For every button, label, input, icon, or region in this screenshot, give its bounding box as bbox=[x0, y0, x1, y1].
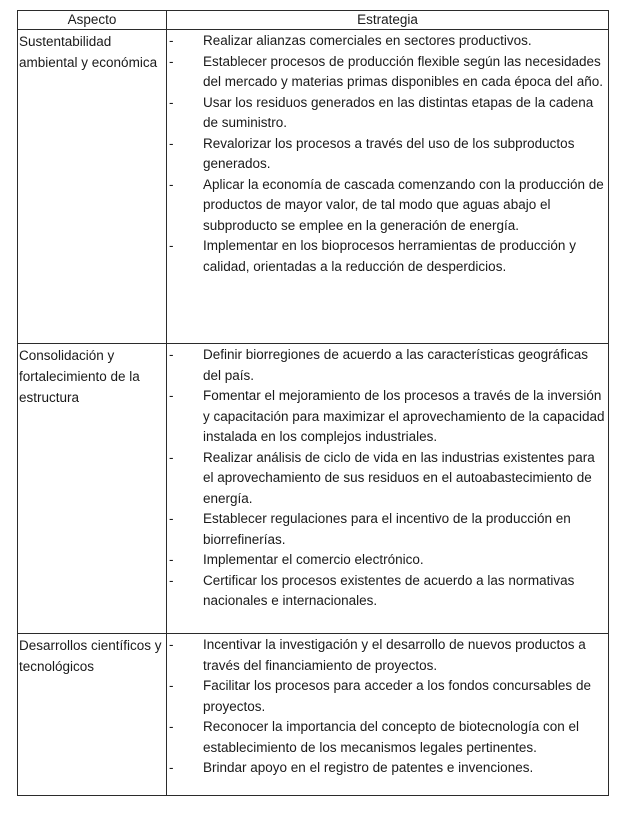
bullet-dash: - bbox=[169, 135, 174, 151]
strategy-item bbox=[167, 758, 608, 779]
strategy-text: Implementar el comercio electrónico. bbox=[203, 552, 424, 567]
strategy-item bbox=[167, 509, 608, 550]
strategy-item bbox=[167, 635, 608, 676]
strategy-item bbox=[167, 175, 608, 237]
bullet-dash: - bbox=[169, 53, 174, 69]
strategy-item bbox=[167, 52, 608, 93]
header-aspect: Aspecto bbox=[18, 11, 167, 30]
strategy-item bbox=[167, 448, 608, 510]
strategy-item bbox=[167, 550, 608, 571]
strategy-text: Usar los residuos generados en las distintas etapas de la cadena de suministro. bbox=[203, 94, 594, 130]
bullet-dash: - bbox=[169, 176, 174, 192]
strategy-item bbox=[167, 386, 608, 448]
bullet-dash: - bbox=[169, 572, 174, 588]
strategy-item bbox=[167, 571, 608, 612]
bullet-dash: - bbox=[169, 719, 174, 734]
bullet-dash: - bbox=[169, 33, 174, 48]
strategy-text: Incentivar la investigación y el desarrollo de nuevos productos a través del financiamiento de proyectos. bbox=[203, 637, 586, 673]
table-header-row bbox=[18, 11, 609, 30]
strategy-cell bbox=[167, 634, 609, 796]
bullet-dash: - bbox=[169, 511, 174, 526]
aspect-cell: Consolidación y fortalecimiento de la estructura bbox=[18, 344, 167, 634]
strategy-item bbox=[167, 31, 608, 52]
strategy-cell bbox=[167, 344, 609, 634]
strategy-item bbox=[167, 717, 608, 758]
strategy-text: Brindar apoyo en el registro de patentes e invenciones. bbox=[203, 760, 534, 775]
aspect-cell: Desarrollos científicos y tecnológicos bbox=[18, 634, 167, 796]
bullet-dash: - bbox=[169, 449, 174, 465]
strategy-item bbox=[167, 676, 608, 717]
strategy-text: Aplicar la economía de cascada comenzando con la producción de productos de mayor valor, de tal modo que aguas abajo el subproducto se emplee en la generación de energía. bbox=[203, 176, 604, 233]
strategy-text: Revalorizar los procesos a través del uso de los subproductos generados. bbox=[203, 135, 575, 171]
bullet-dash: - bbox=[169, 760, 174, 775]
strategy-item bbox=[167, 345, 608, 386]
bullet-dash: - bbox=[169, 94, 174, 110]
bullet-dash: - bbox=[169, 552, 174, 567]
strategy-text: Establecer regulaciones para el incentivo de la producción en biorrefinerías. bbox=[203, 511, 571, 547]
bullet-dash: - bbox=[169, 238, 174, 253]
table-row bbox=[18, 30, 609, 344]
strategy-table bbox=[17, 10, 609, 796]
strategy-item bbox=[167, 134, 608, 175]
bullet-dash: - bbox=[169, 678, 174, 693]
table-row bbox=[18, 634, 609, 796]
aspect-cell: Sustentabilidad ambiental y económica bbox=[18, 30, 167, 344]
strategy-text: Fomentar el mejoramiento de los procesos a través de la inversión y capacitación para maximizar el aprovechamiento de la capacidad instalada en los complejos industriales. bbox=[203, 388, 605, 444]
strategy-text: Implementar en los bioprocesos herramientas de producción y calidad, orientadas a la reducción de desperdicios. bbox=[203, 238, 576, 274]
strategy-text: Realizar análisis de ciclo de vida en las industrias existentes para el aprovechamiento de sus residuos en el autoabastecimiento de energía. bbox=[203, 449, 595, 506]
bullet-dash: - bbox=[169, 388, 174, 403]
strategy-text: Definir biorregiones de acuerdo a las características geográficas del país. bbox=[203, 347, 588, 383]
strategy-list bbox=[167, 635, 608, 779]
strategy-text: Realizar alianzas comerciales en sectores productivos. bbox=[203, 33, 532, 48]
strategy-text: Facilitar los procesos para acceder a los fondos concursables de proyectos. bbox=[203, 678, 591, 714]
strategy-text: Establecer procesos de producción flexible según las necesidades del mercado y materias primas disponibles en cada época del año. bbox=[203, 53, 603, 89]
strategy-list bbox=[167, 31, 608, 277]
strategy-item bbox=[167, 236, 608, 277]
strategy-list bbox=[167, 345, 608, 612]
strategy-cell bbox=[167, 30, 609, 344]
strategy-text: Certificar los procesos existentes de acuerdo a las normativas nacionales e internacionales. bbox=[203, 572, 575, 608]
bullet-dash: - bbox=[169, 637, 174, 652]
table-row bbox=[18, 344, 609, 634]
strategy-item bbox=[167, 93, 608, 134]
header-strategy: Estrategia bbox=[167, 11, 609, 30]
strategy-text: Reconocer la importancia del concepto de biotecnología con el establecimiento de los mecanismos legales pertinentes. bbox=[203, 719, 579, 755]
bullet-dash: - bbox=[169, 347, 174, 362]
